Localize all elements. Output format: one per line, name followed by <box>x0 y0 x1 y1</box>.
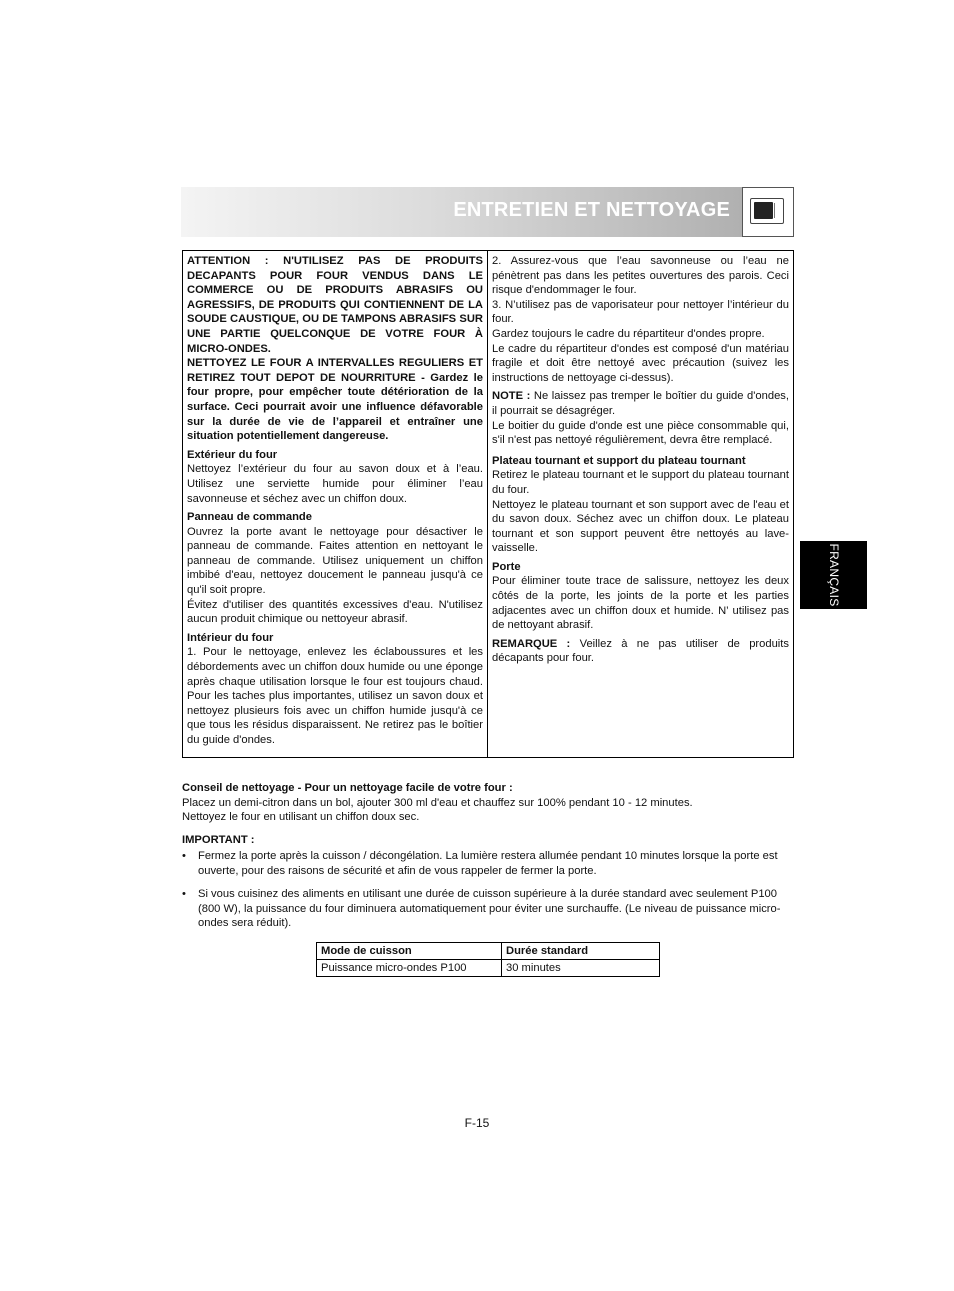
table-header-cell: Durée standard <box>502 943 660 960</box>
microwave-icon <box>750 198 784 224</box>
note-text: Ne laissez pas tremper le boîtier du guide d'ondes, il pourrait se désagréger. <box>492 390 789 417</box>
list-item <box>182 849 794 878</box>
exterior-heading: Extérieur du four <box>187 448 278 461</box>
door-heading: Porte <box>492 560 521 573</box>
tip-line-1: Placez un demi-citron dans un bol, ajouter 300 ml d'eau et chauffez sur 100% pendant 10 - 12 minutes. <box>182 797 693 809</box>
exterior-text: Nettoyez l’extérieur du four au savon doux et à l’eau. Utilisez une serviette humide pour éliminer l’eau savonneuse et séchez avec un chiffon doux. <box>187 463 483 505</box>
bullet-text: Si vous cuisinez des aliments en utilisant une durée de cuisson supérieure à la durée standard avec seulement P100 (800 W), la puissance du four diminuera automatiquement pour éviter une surchauffe. (Le niveau de puissance micro-ondes sera réduit). <box>198 888 781 930</box>
panel-text-2: Évitez d'utiliser des quantités excessives d'eau. N'utilisez aucun produit chimique ou nettoyeur abrasif. <box>187 598 483 626</box>
important-heading: IMPORTANT : <box>182 834 255 846</box>
remark-label: REMARQUE : <box>492 637 571 650</box>
note-label: NOTE : <box>492 390 531 403</box>
tip-line-2: Nettoyez le four en utilisant un chiffon doux sec. <box>182 811 420 823</box>
language-label: FRANÇAIS <box>826 543 841 607</box>
note-paragraph <box>492 389 789 418</box>
important-list <box>182 849 794 940</box>
page-title: ENTRETIEN ET NETTOYAGE <box>453 199 730 221</box>
list-item <box>182 887 794 931</box>
clean-regularly-warning: NETTOYEZ LE FOUR A INTERVALLES REGULIERS ET RETIREZ TOUT DEPOT DE NOURRITURE - Gardez le four propre, pour empêcher toute détérioration de la surface. Ceci pourrait avoir une influence défavorable sur la durée de vie de l’appareil et entraîner une situation potentiellement dangereuse. <box>187 357 483 443</box>
bullet-icon: • <box>182 850 186 862</box>
remark-paragraph <box>492 637 789 666</box>
interior-text: 1. Pour le nettoyage, enlevez les éclaboussures et les débordements avec un chiffon doux humide ou une éponge après chaque utilisation lorsque le four est toujours chaud. Pour les taches plus importantes, utilisez un savon doux et nettoyez plusieurs fois avec un chiffon humide jusqu'à ce que tous les résidus disparaissent. Ne retirez pas le boîtier du guide d'ondes. <box>187 646 483 746</box>
panel-text-1: Ouvrez la porte avant le nettoyage pour désactiver le panneau de commande. Faites attention en nettoyant le panneau de commande. Utilisez uniquement un chiffon imbibé d'eau, nettoyez doucement le panneau jusqu'à ce qu'il soit propre. <box>187 525 483 597</box>
microwave-panel-shape <box>774 203 780 218</box>
right-paragraph-3: 3. N’utilisez pas de vaporisateur pour nettoyer l’intérieur du four. <box>492 298 789 326</box>
remark-text: Veillez à ne pas utiliser de produits décapants pour four. <box>492 637 789 665</box>
tip-heading: Conseil de nettoyage - Pour un nettoyage facile de votre four : <box>182 782 513 794</box>
bullet-icon: • <box>182 888 186 901</box>
turntable-heading: Plateau tournant et support du plateau tournant <box>492 454 746 467</box>
turntable-text-1: Retirez le plateau tournant et le support du plateau tournant du four. <box>492 469 789 496</box>
table-header-row <box>317 943 660 960</box>
table-row <box>317 960 660 977</box>
table-cell: Puissance micro-ondes P100 <box>317 960 502 977</box>
microwave-icon-frame <box>742 187 794 237</box>
microwave-door-shape <box>754 202 773 219</box>
instructions-box <box>182 250 794 758</box>
section-header <box>181 187 794 237</box>
door-text: Pour éliminer toute trace de salissure, nettoyez les deux côtés de la porte, les joints de la porte et les parties adjacentes avec un chiffon doux et humide. N’ utilisez pas de nettoyant abrasif. <box>492 575 789 632</box>
panel-heading: Panneau de commande <box>187 511 312 524</box>
table-cell: 30 minutes <box>502 960 660 977</box>
standard-duration-table <box>316 942 660 977</box>
left-column <box>183 251 488 757</box>
bullet-text: Fermez la porte après la cuisson / décongélation. La lumière restera allumée pendant 10 minutes lorsque la porte est ouverte, pour des raisons de sécurité et afin de vous rappeler de fermer la porte. <box>198 850 778 877</box>
turntable-text-2: Nettoyez le plateau tournant et son support avec de l'eau et du savon doux. Séchez avec un chiffon doux. Le plateau tournant et son support peuvent être nettoyés au lave-vaisselle. <box>492 498 789 555</box>
page-number: F-15 <box>464 1116 490 1130</box>
table-header-cell: Mode de cuisson <box>317 943 502 960</box>
right-paragraph-5: Le cadre du répartiteur d'ondes est composé d'un matériau fragile et doit être nettoyé avec précaution (suivez les instructions de nettoyage ci-dessus). <box>492 342 789 384</box>
right-paragraph-4: Gardez toujours le cadre du répartiteur d'ondes propre. <box>492 327 765 340</box>
right-paragraph-6: Le boitier du guide d'onde est une pièce consommable qui, s'il n'est pas nettoyé régulièrement, devra être remplacé. <box>492 419 789 447</box>
right-column <box>488 251 793 757</box>
language-tab <box>800 541 867 609</box>
right-paragraph-2: 2. Assurez-vous que l’eau savonneuse ou l’eau ne pénètrent pas dans les petites ouvertures des parois. Ceci risque d'endommager le four. <box>492 255 789 297</box>
attention-warning: ATTENTION : N'UTILISEZ PAS DE PRODUITS DECAPANTS POUR FOUR VENDUS DANS LE COMMERCE OU DE PRODUITS ABRASIFS OU AGRESSIFS, DE PRODUITS QUI CONTIENNENT DE LA SOUDE CAUSTIQUE, OU DE TAMPONS ABRASIFS SUR UNE PARTIE QUELCONQUE DE VOTRE FOUR À MICRO-ONDES. <box>187 255 483 355</box>
interior-heading: Intérieur du four <box>187 631 274 644</box>
